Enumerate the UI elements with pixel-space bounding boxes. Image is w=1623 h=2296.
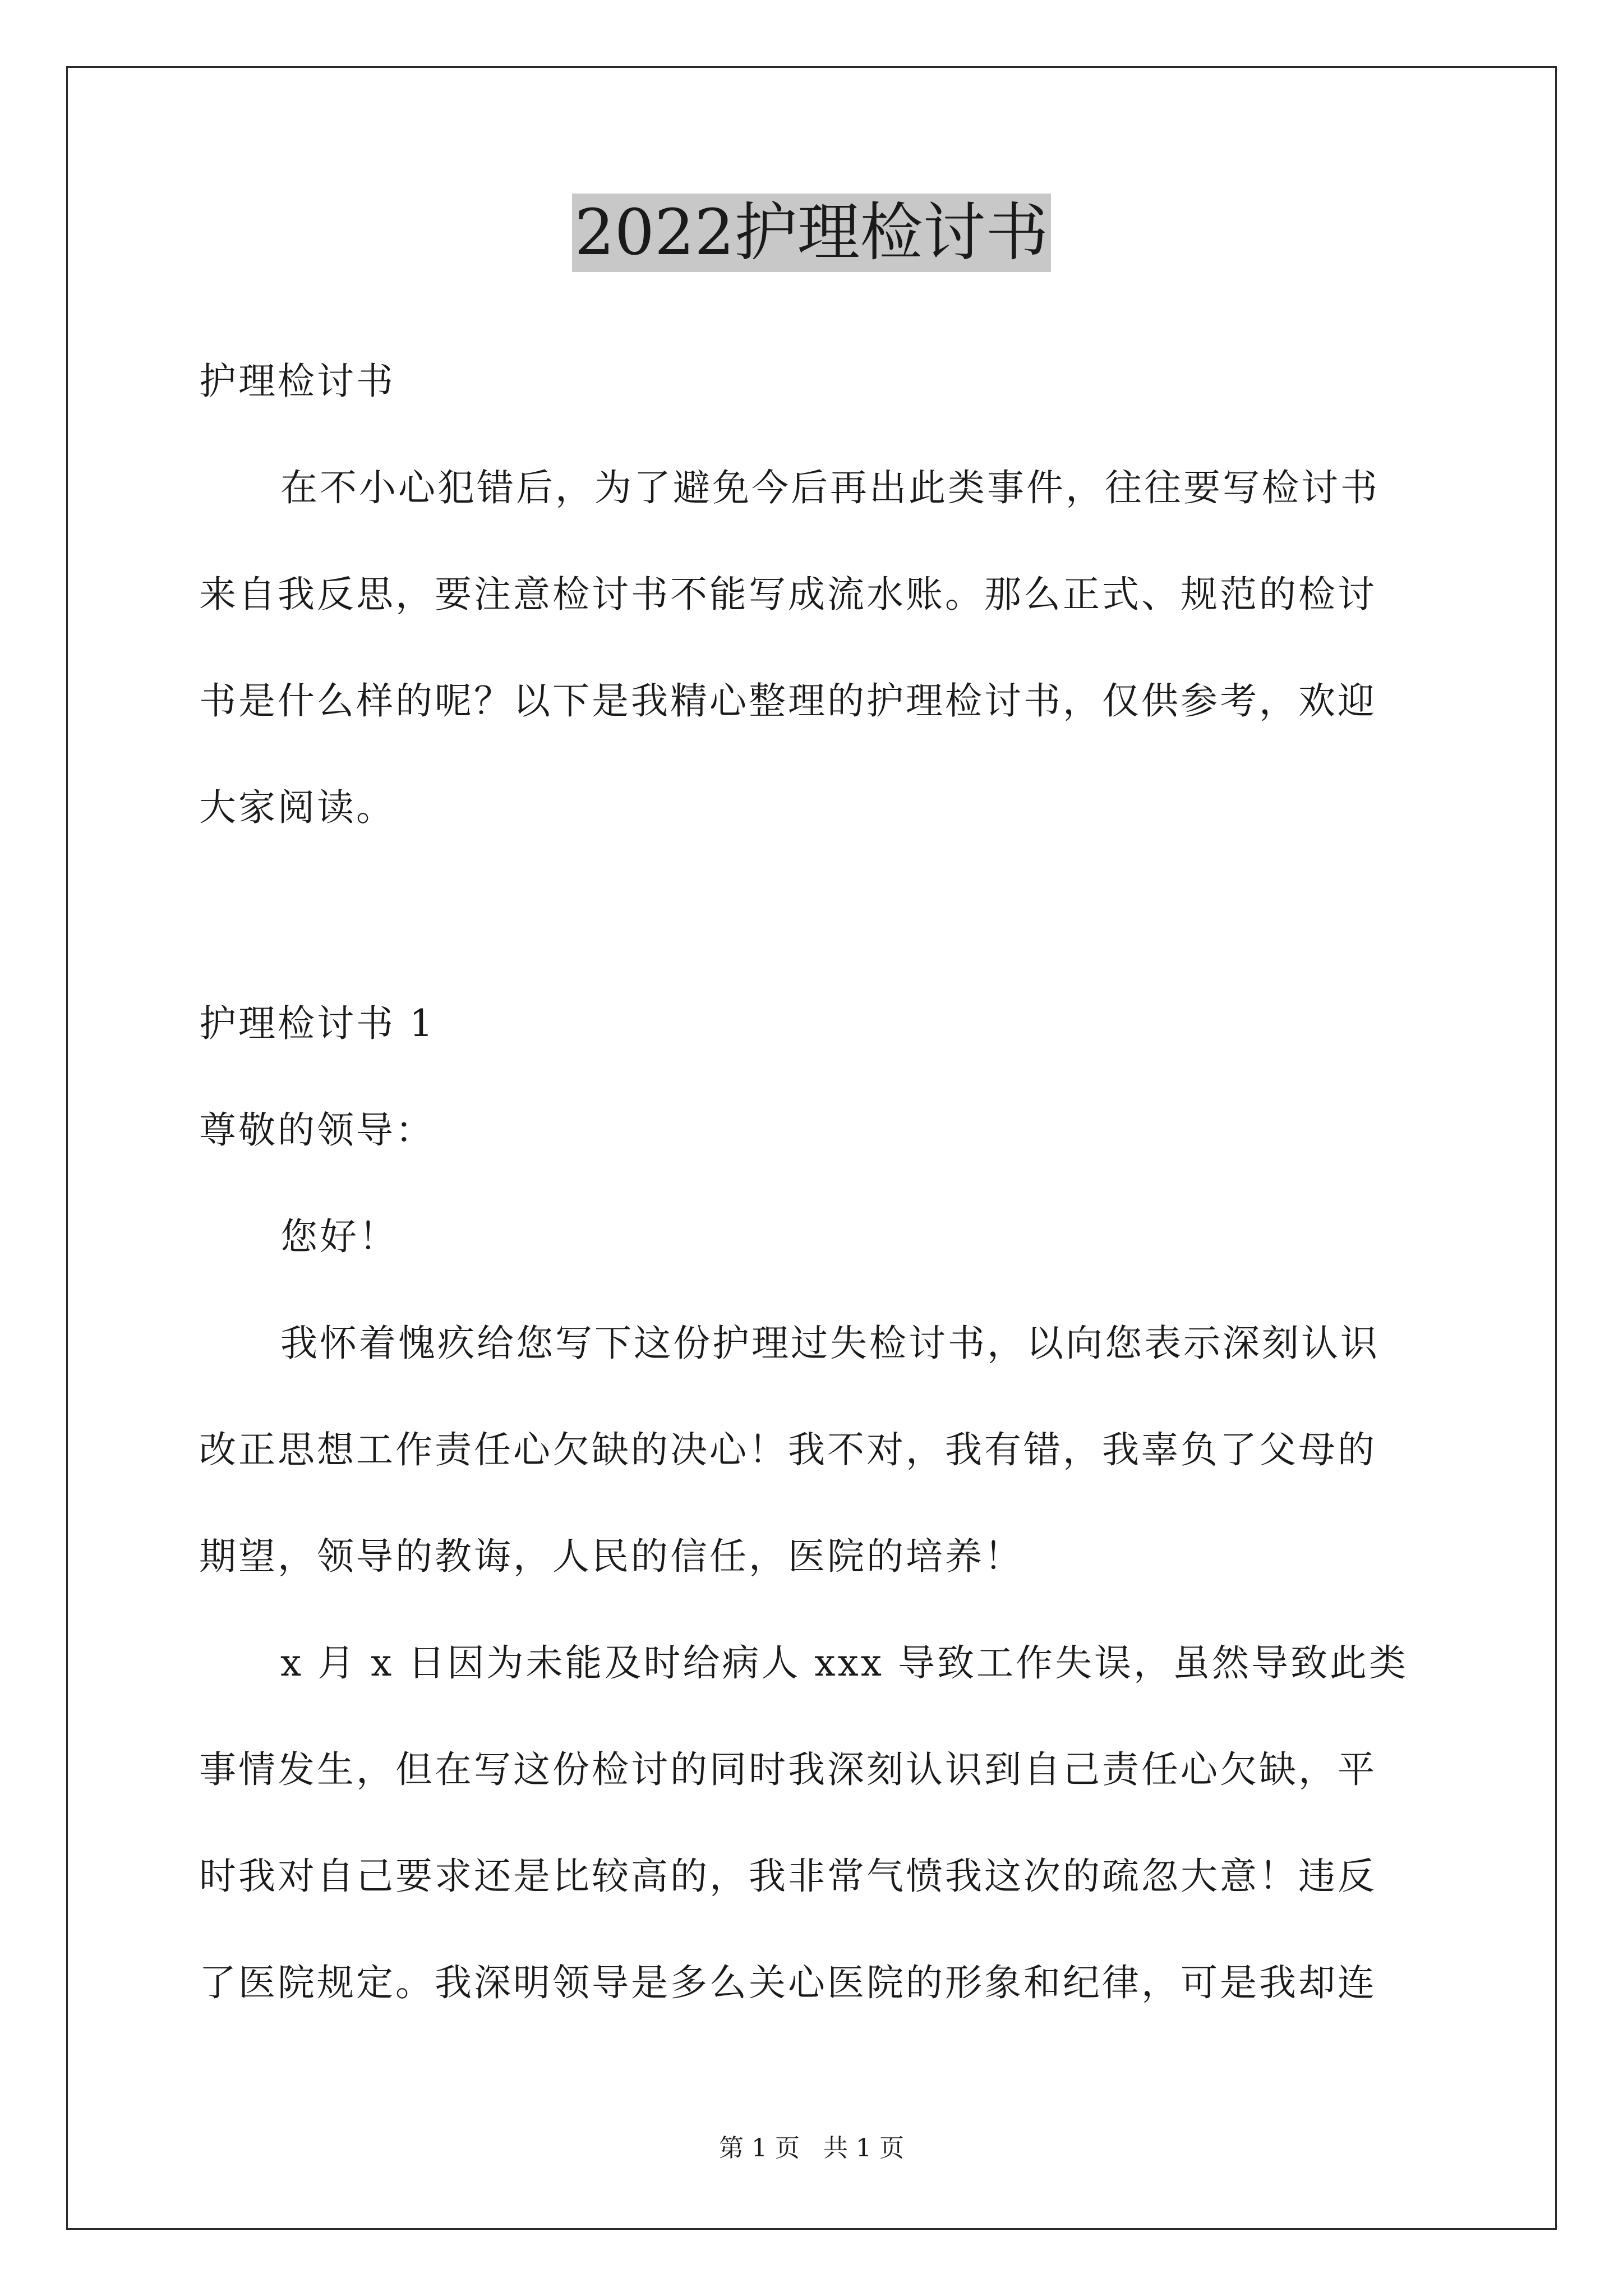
page-number-total: 共 1 页 [823,2134,904,2162]
title-container [0,194,1623,272]
page-number-current: 第 1 页 [719,2134,800,2162]
intro-line: 大家阅读。 [199,786,395,829]
section-heading: 护理检讨书 1 [199,1002,435,1045]
paragraph-line: 了医院规定。我深明领导是多么关心医院的形象和纪律，可是我却连 [199,1961,1377,2004]
paragraph-line: x 月 x 日因为未能及时给病人 xxx 导致工作失误，虽然导致此类 [280,1641,1409,1685]
paragraph-line: 时我对自己要求还是比较高的，我非常气愤我这次的疏忽大意！违反 [199,1855,1377,1898]
paragraph-line: 改正思想工作责任心欠缺的决心！我不对，我有错，我辜负了父母的 [199,1428,1377,1471]
intro-line: 在不小心犯错后，为了避免今后再出此类事件，往往要写检讨书 [280,466,1380,509]
salutation: 尊敬的领导： [199,1108,435,1152]
document-subtitle: 护理检讨书 [199,360,395,403]
paragraph-line: 期望，领导的教诲，人民的信任，医院的培养！ [199,1535,1023,1578]
document-title: 2022护理检讨书 [572,194,1050,272]
page-footer [0,2134,1623,2162]
intro-line: 书是什么样的呢？以下是我精心整理的护理检讨书，仅供参考，欢迎 [199,679,1377,723]
paragraph-line: 事情发生，但在写这份检讨的同时我深刻认识到自己责任心欠缺，平 [199,1748,1377,1791]
intro-line: 来自我反思，要注意检讨书不能写成流水账。那么正式、规范的检讨 [199,573,1377,616]
paragraph-line: 我怀着愧疚给您写下这份护理过失检讨书，以向您表示深刻认识 [280,1322,1380,1365]
greeting: 您好！ [280,1215,398,1258]
